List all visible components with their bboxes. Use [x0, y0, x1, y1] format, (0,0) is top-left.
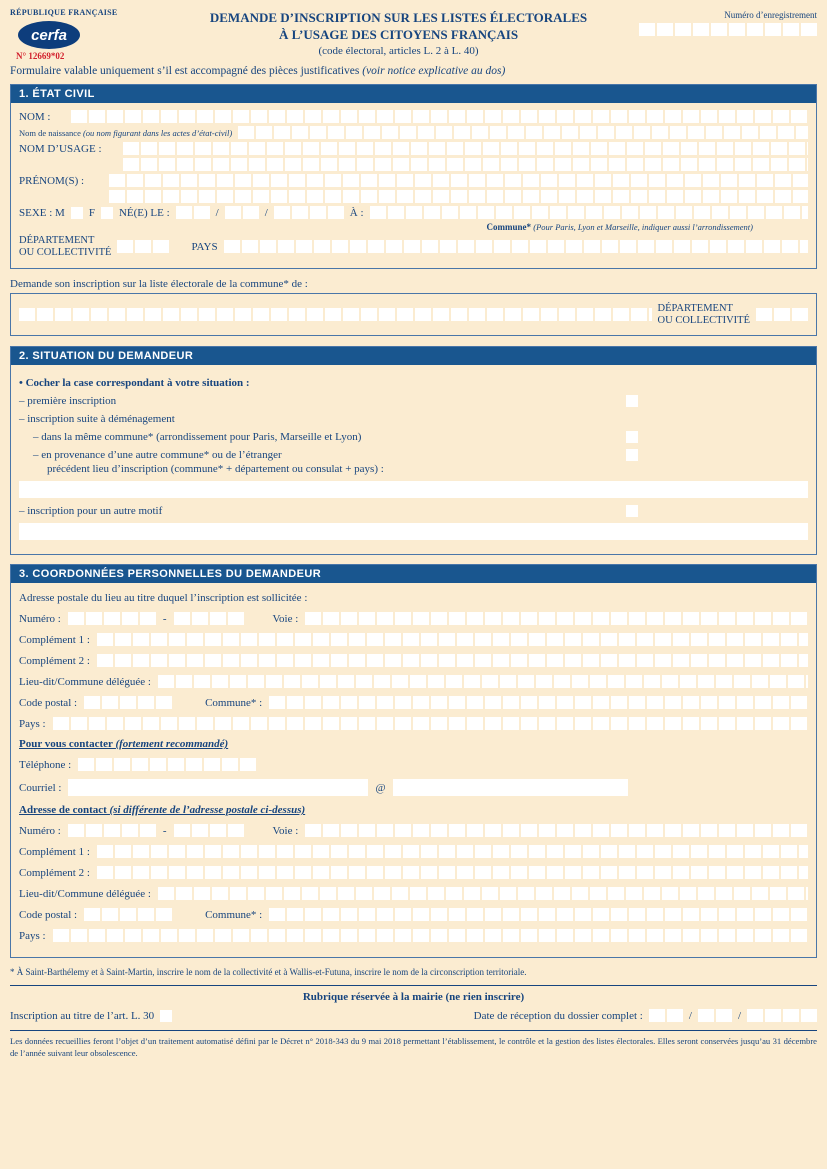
section2-header: 2. SITUATION DU DEMANDEUR: [11, 347, 816, 365]
move-label: – inscription suite à déménagement: [19, 413, 175, 426]
brand-block: [10, 8, 170, 61]
nom-note-plain: Nom de naissance: [19, 127, 83, 138]
reception-month-input[interactable]: [698, 1009, 732, 1022]
form-title-line1: DEMANDE D’INSCRIPTION SUR LES LISTES ÉLECTORALES: [209, 10, 588, 25]
reception-date-block: [474, 1009, 817, 1022]
email-domain-input[interactable]: [393, 779, 628, 796]
demande-text: Demande son inscription sur la liste électorale de la commune* de :: [10, 278, 308, 291]
other-reason-label: – inscription pour un autre motif: [19, 505, 163, 518]
addr2-complement2-row: [19, 866, 808, 879]
contact-address-header: [19, 804, 808, 816]
sexe-m-checkbox[interactable]: [71, 207, 83, 219]
form-title-line2: À L’USAGE DES CITOYENS FRANÇAIS: [278, 26, 519, 42]
addr1-complement1-input[interactable]: [97, 633, 808, 646]
addr2-numero-bis-input[interactable]: [174, 824, 244, 837]
email-local-input[interactable]: [68, 779, 368, 796]
email-at: @: [375, 781, 386, 794]
contact-header-italic: (fortement recommandé): [115, 738, 229, 751]
addr2-numero-row: [19, 824, 808, 837]
addr1-numero-input[interactable]: [68, 612, 156, 625]
birth-country-label: PAYS: [191, 240, 218, 253]
sexe-f-checkbox[interactable]: [101, 207, 113, 219]
move-row: [19, 413, 808, 425]
addr2-numero-input[interactable]: [68, 824, 156, 837]
nom-usage-label: NOM D’USAGE :: [19, 142, 102, 155]
first-registration-row: [19, 395, 808, 407]
commune-note-italic: (Pour Paris, Lyon et Marseille, indiquer aussi l’arrondissement): [533, 222, 753, 232]
sexe-f-label: F: [88, 206, 95, 219]
demande-row: [19, 303, 808, 326]
addr1-dash: -: [162, 612, 167, 625]
header: [10, 8, 817, 61]
other-reason-checkbox[interactable]: [626, 505, 638, 517]
nom-usage-input-line2[interactable]: [123, 158, 808, 171]
addr2-complement1-input[interactable]: [97, 845, 808, 858]
addr2-commune-input[interactable]: [269, 908, 808, 921]
addr1-voie-label: Voie :: [272, 612, 299, 625]
section1-body: [11, 103, 816, 268]
prenoms-label: PRÉNOM(S) :: [19, 174, 85, 187]
addr2-codepostal-row: [19, 908, 808, 921]
addr2-complement1-label: Complément 1 :: [19, 845, 90, 858]
contact-header-plain: Pour vous contacter: [19, 738, 116, 751]
other-commune-row: [19, 449, 808, 461]
birth-country-input[interactable]: [224, 240, 808, 253]
first-registration-checkbox[interactable]: [626, 395, 638, 407]
addr1-numero-bis-input[interactable]: [174, 612, 244, 625]
commune-dept-input[interactable]: [756, 308, 808, 321]
nom-note-italic: (ou nom figurant dans les actes d’état-civil): [82, 127, 233, 138]
contact-header: [19, 738, 808, 750]
addr1-voie-input[interactable]: [305, 612, 808, 625]
reception-slash-1: /: [688, 1009, 692, 1022]
divider-top: [10, 985, 817, 986]
commune-inscription-input[interactable]: [19, 308, 652, 321]
addr1-pays-input[interactable]: [53, 717, 808, 730]
a-label: À :: [349, 206, 364, 219]
prenoms-row: [19, 174, 808, 187]
addr2-lieudit-row: [19, 887, 808, 900]
addr1-pays-label: Pays :: [19, 717, 46, 730]
nom-usage-row2: [123, 158, 808, 171]
commune-dept-label: [658, 303, 750, 326]
divider-bottom: [10, 1030, 817, 1031]
mairie-row: [10, 1009, 817, 1022]
other-commune-checkbox[interactable]: [626, 449, 638, 461]
reception-date-label: Date de réception du dossier complet :: [473, 1009, 643, 1022]
cerfa-logo-text: cerfa: [31, 26, 67, 44]
addr1-commune-input[interactable]: [269, 696, 808, 709]
date-slash-1: /: [215, 206, 219, 219]
addr1-numero-label: Numéro :: [19, 612, 61, 625]
addr2-complement1-row: [19, 845, 808, 858]
addr2-lieudit-input[interactable]: [158, 887, 808, 900]
addr2-codepostal-label: Code postal :: [19, 908, 78, 921]
courriel-row: [19, 779, 808, 796]
situation-instruction: • Cocher la case correspondant à votre situation :: [19, 377, 250, 390]
previous-place-input[interactable]: [19, 481, 808, 498]
section3-header: 3. COORDONNÉES PERSONNELLES DU DEMANDEUR: [11, 565, 816, 583]
registration-block: [627, 8, 817, 36]
addr1-pays-row: [19, 717, 808, 730]
l30-checkbox[interactable]: [160, 1010, 172, 1022]
section3-body: [11, 583, 816, 957]
republique-label: RÉPUBLIQUE FRANÇAISE: [10, 8, 118, 17]
nom-input-line2[interactable]: [238, 126, 808, 139]
intro-line: [10, 65, 817, 77]
commune-dept-label-1: DÉPARTEMENT: [657, 303, 733, 315]
same-commune-row: [19, 431, 808, 443]
addr2-pays-input[interactable]: [53, 929, 808, 942]
l30-label: Inscription au titre de l’art. L. 30: [10, 1009, 155, 1022]
same-commune-checkbox[interactable]: [626, 431, 638, 443]
addr2-lieudit-label: Lieu-dit/Commune déléguée :: [19, 887, 151, 900]
addr1-lieudit-input[interactable]: [158, 675, 808, 688]
section-coordonnees: [10, 564, 817, 958]
addr2-pays-label: Pays :: [19, 929, 46, 942]
addr2-voie-input[interactable]: [305, 824, 808, 837]
cerfa-number: N° 12669*02: [16, 51, 65, 61]
addr2-complement2-label: Complément 2 :: [19, 866, 90, 879]
intro-text: Formulaire valable uniquement s’il est accompagné des pièces justificatives: [10, 65, 363, 77]
other-reason-row: [19, 505, 808, 517]
mairie-title: Rubrique réservée à la mairie (ne rien inscrire): [302, 991, 525, 1004]
same-commune-label: – dans la même commune* (arrondissement pour Paris, Marseille et Lyon): [33, 431, 362, 444]
birth-dept-label: [19, 235, 111, 258]
addr2-pays-row: [19, 929, 808, 942]
addr2-complement2-input[interactable]: [97, 866, 808, 879]
date-slash-2: /: [264, 206, 268, 219]
registration-number-input[interactable]: [639, 23, 817, 36]
addr1-codepostal-row: [19, 696, 808, 709]
addr2-dash: -: [162, 824, 167, 837]
ne-le-label: NÉ(E) LE :: [118, 206, 170, 219]
addr2-voie-label: Voie :: [272, 824, 299, 837]
prenoms-input[interactable]: [109, 174, 808, 187]
intro-italic: (voir notice explicative au dos): [362, 65, 506, 77]
sexe-m-label: SEXE : M: [19, 206, 65, 219]
birth-dept-label-1: DÉPARTEMENT: [19, 235, 95, 246]
previous-place-label-row: [19, 463, 808, 475]
contact-address-italic: (si différente de l’adresse postale ci-dessus): [109, 804, 306, 817]
postal-intro: Adresse postale du lieu au titre duquel l’inscription est sollicitée :: [19, 592, 308, 605]
footnote: * À Saint-Barthélemy et à Saint-Martin, inscrire le nom de la collectivité et à Wallis-et-Futuna, inscrire le nom de la circonscription territoriale.: [10, 967, 527, 978]
nom-note-row: [19, 126, 808, 139]
commune-note: [487, 222, 753, 232]
registration-label: Numéro d’enregistrement: [724, 10, 817, 20]
data-privacy-notice: Les données recueillies feront l’objet d’un traitement automatisé défini par le Décret n° 2018-343 du 9 mai 2018 permettant l’établissement, le contrôle et la gestion des listes électorales. Elles seront conservées jusqu’au 31 décembre de l’année suivant leur obsolescence.: [10, 1036, 817, 1058]
commune-dept-label-2: OU COLLECTIVITÉ: [657, 314, 750, 326]
previous-place-label: précédent lieu d’inscription (commune* + département ou consulat + pays) :: [47, 463, 384, 476]
demande-box: [10, 293, 817, 336]
telephone-label: Téléphone :: [19, 758, 72, 771]
addr1-codepostal-input[interactable]: [84, 696, 172, 709]
section-situation: [10, 346, 817, 555]
birth-dept-row: [19, 235, 808, 258]
reception-year-input[interactable]: [747, 1009, 817, 1022]
addr2-commune-label: Commune* :: [205, 908, 263, 921]
contact-address-plain: Adresse de contact: [19, 804, 110, 817]
birth-dept-input[interactable]: [117, 240, 169, 253]
addr2-numero-label: Numéro :: [19, 824, 61, 837]
first-registration-label: – première inscription: [19, 395, 117, 408]
addr1-complement1-label: Complément 1 :: [19, 633, 90, 646]
birth-dept-label-2: OU COLLECTIVITÉ: [19, 246, 112, 258]
other-reason-input[interactable]: [19, 523, 808, 540]
reception-slash-2: /: [737, 1009, 741, 1022]
nom-note: [19, 128, 232, 138]
courriel-label: Courriel :: [19, 781, 62, 794]
commune-note-row: [19, 222, 808, 232]
section2-body: [11, 365, 816, 554]
addr1-lieudit-row: [19, 675, 808, 688]
section-etat-civil: [10, 84, 817, 269]
birth-year-input[interactable]: [274, 206, 344, 219]
birth-day-input[interactable]: [176, 206, 210, 219]
sexe-birth-row: [19, 206, 808, 219]
birth-month-input[interactable]: [225, 206, 259, 219]
addr1-complement2-input[interactable]: [97, 654, 808, 667]
addr1-complement2-label: Complément 2 :: [19, 654, 90, 667]
nom-label: NOM :: [19, 110, 51, 123]
addr1-numero-row: [19, 612, 808, 625]
addr2-codepostal-input[interactable]: [84, 908, 172, 921]
nom-usage-row: [19, 142, 808, 155]
form-title: [170, 8, 627, 58]
addr1-commune-label: Commune* :: [205, 696, 263, 709]
nom-input[interactable]: [71, 110, 808, 123]
addr1-complement1-row: [19, 633, 808, 646]
prenoms-row2: [109, 190, 808, 203]
nom-usage-input[interactable]: [123, 142, 808, 155]
birth-place-input[interactable]: [370, 206, 808, 219]
addr1-codepostal-label: Code postal :: [19, 696, 78, 709]
commune-note-plain: Commune*: [486, 222, 534, 232]
section1-header: 1. ÉTAT CIVIL: [11, 85, 816, 103]
addr1-lieudit-label: Lieu-dit/Commune déléguée :: [19, 675, 151, 688]
nom-row: [19, 110, 808, 123]
other-commune-label: – en provenance d’une autre commune* ou de l’étranger: [33, 449, 282, 462]
cerfa-logo: [18, 21, 80, 49]
telephone-input[interactable]: [78, 758, 256, 771]
form-title-line3: (code électoral, articles L. 2 à L. 40): [318, 44, 479, 57]
addr1-complement2-row: [19, 654, 808, 667]
reception-day-input[interactable]: [649, 1009, 683, 1022]
telephone-row: [19, 758, 808, 771]
prenoms-input-line2[interactable]: [109, 190, 808, 203]
